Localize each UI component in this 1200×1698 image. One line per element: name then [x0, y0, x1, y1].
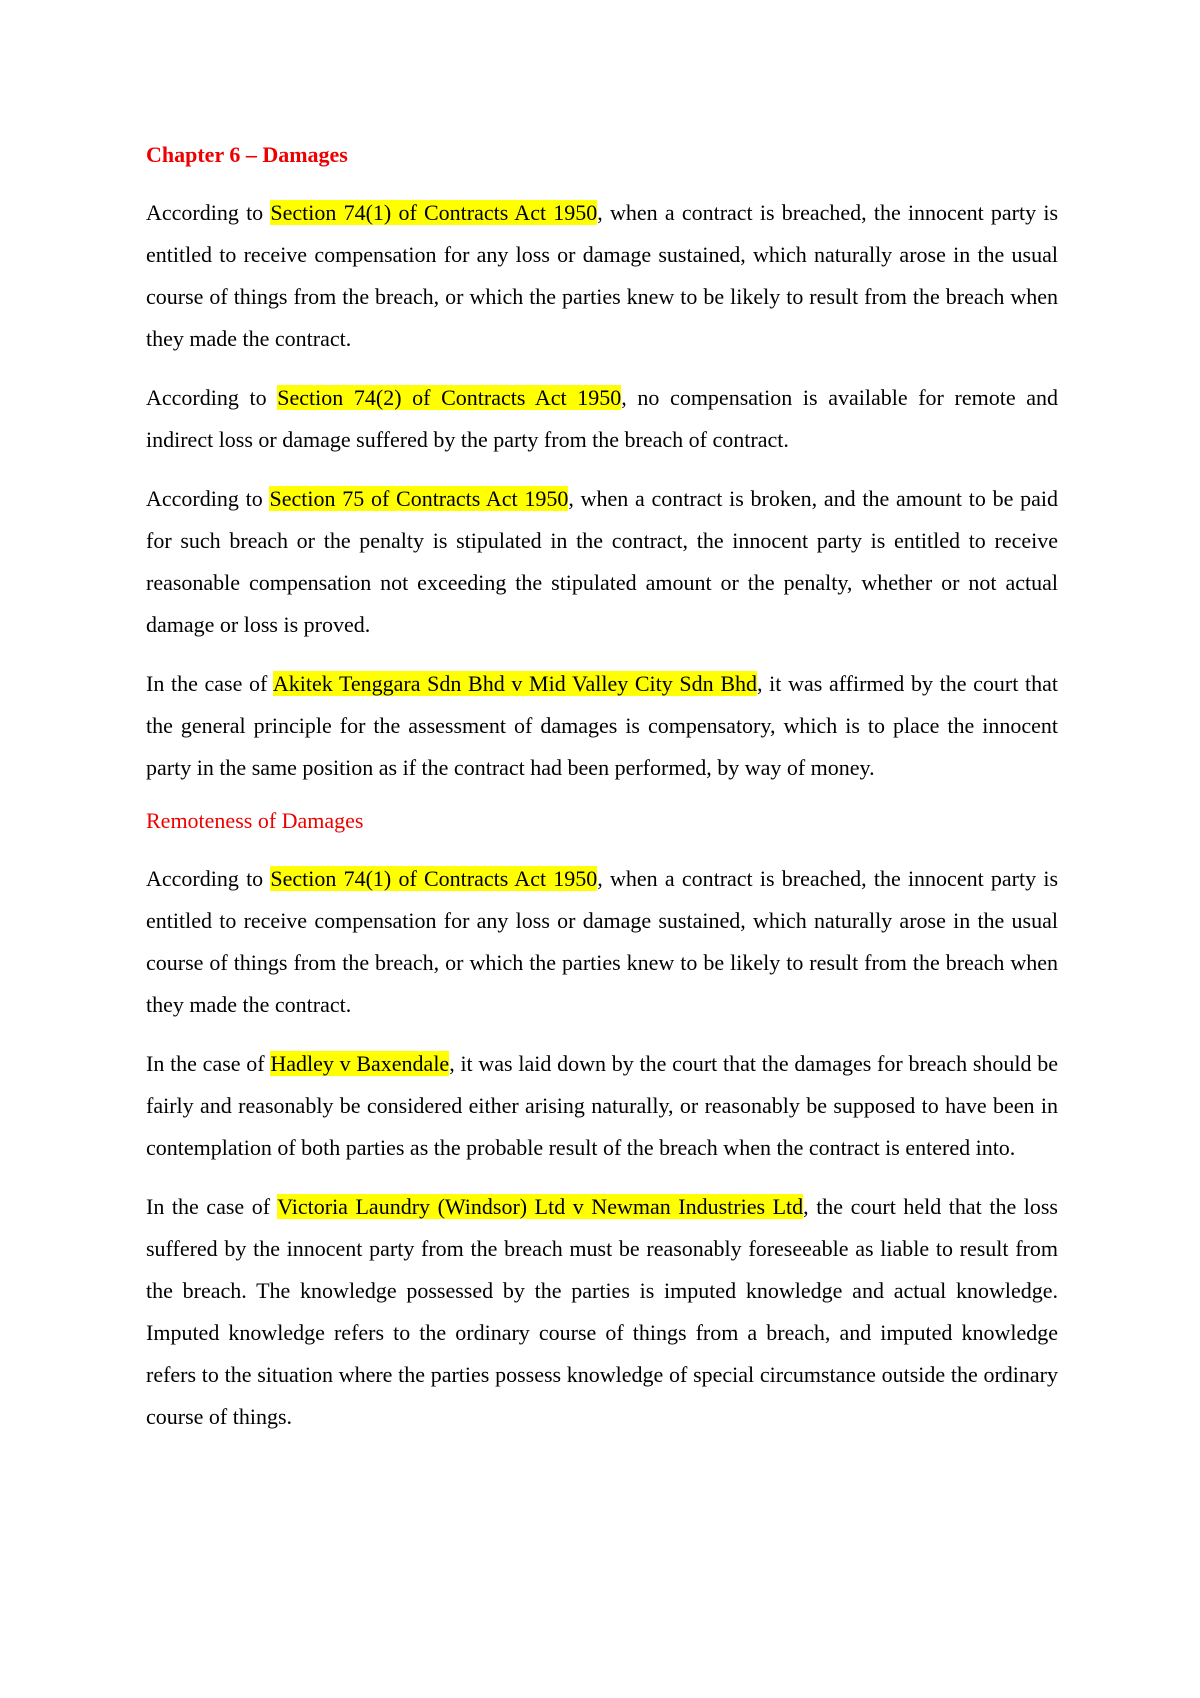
paragraph-text: , when a contract is breached, the innocent party is entitled to receive compensation for any loss or damage sustained, which naturally arose in the usual course of things from the breach, or which the parties knew to be likely to result from the breach when they made the contract. — [146, 200, 1058, 351]
paragraph-text: , when a contract is breached, the innocent party is entitled to receive compensation for any loss or damage sustained, which naturally arose in the usual course of things from the breach, or which the parties knew to be likely to result from the breach when they made the contract. — [146, 866, 1058, 1017]
paragraph-section-75 — [146, 478, 1058, 646]
highlighted-citation: Section 75 of Contracts Act 1950 — [269, 486, 569, 511]
highlighted-case-name: Victoria Laundry (Windsor) Ltd v Newman Industries Ltd — [277, 1194, 804, 1219]
document-body — [146, 140, 1058, 1455]
paragraph-victoria-laundry-case — [146, 1186, 1058, 1438]
paragraph-section-74-1-repeat — [146, 858, 1058, 1026]
paragraph-text: , it was affirmed by the court that the general principle for the assessment of damages is compensatory, which is to place the innocent party in the same position as if the contract had been performed, by way of money. — [146, 671, 1059, 780]
highlighted-citation: Section 74(1) of Contracts Act 1950 — [270, 866, 598, 891]
chapter-title: Chapter 6 – Damages — [146, 142, 348, 167]
paragraph-lead: In the case of — [146, 1194, 278, 1219]
highlighted-citation: Section 74(1) of Contracts Act 1950 — [270, 200, 598, 225]
paragraph-lead: According to — [146, 486, 270, 511]
paragraph-akitek-case — [146, 663, 1058, 789]
paragraph-lead: In the case of — [146, 1051, 271, 1076]
paragraph-hadley-case — [146, 1043, 1058, 1169]
section-title-remoteness: Remoteness of Damages — [146, 808, 364, 833]
paragraph-text: , when a contract is broken, and the amount to be paid for such breach or the penalty is stipulated in the contract, the innocent party is entitled to receive reasonable compensation not exceeding the stipulated amount or the penalty, whether or not actual damage or loss is proved. — [146, 486, 1059, 637]
paragraph-section-74-1 — [146, 192, 1058, 360]
paragraph-section-74-2 — [146, 377, 1058, 461]
paragraph-lead: According to — [146, 385, 278, 410]
highlighted-case-name: Akitek Tenggara Sdn Bhd v Mid Valley City Sdn Bhd — [272, 671, 758, 696]
paragraph-lead: According to — [146, 866, 271, 891]
paragraph-text: , the court held that the loss suffered by the innocent party from the breach must be reasonably foreseeable as liable to result from the breach. The knowledge possessed by the parties is imputed knowledge and actual knowledge. Imputed knowledge refers to the ordinary course of things from a breach, and imputed knowledge refers to the situation where the parties possess knowledge of special circumstance outside the ordinary course of things. — [146, 1194, 1058, 1429]
highlighted-case-name: Hadley v Baxendale — [270, 1051, 450, 1076]
highlighted-citation: Section 74(2) of Contracts Act 1950 — [277, 385, 622, 410]
paragraph-text: , no compensation is available for remote and indirect loss or damage suffered by the party from the breach of contract. — [146, 385, 1059, 452]
paragraph-lead: According to — [146, 200, 271, 225]
paragraph-text: , it was laid down by the court that the damages for breach should be fairly and reasonably be considered either arising naturally, or reasonably be supposed to have been in contemplation of both parties as the probable result of the breach when the contract is entered into. — [146, 1051, 1058, 1160]
paragraph-lead: In the case of — [146, 671, 273, 696]
